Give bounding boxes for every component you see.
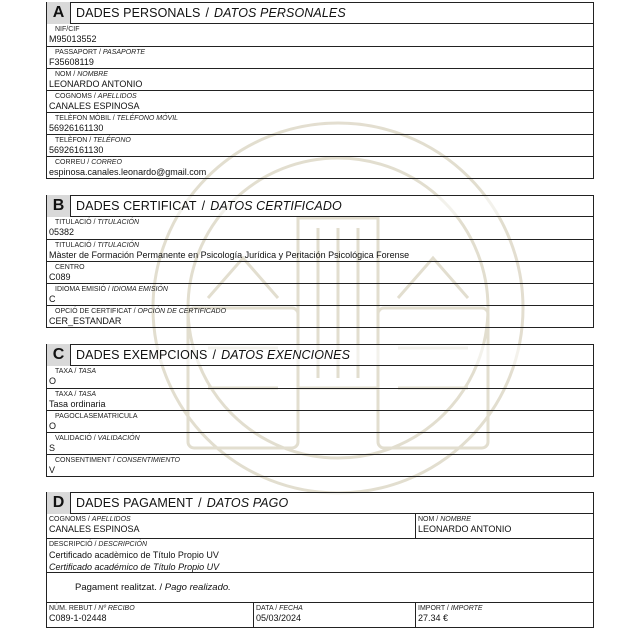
field-name: NOM / NOMBRE LEONARDO ANTONIO — [47, 68, 593, 90]
field-value: C — [49, 294, 56, 304]
field-certificate-option: OPCIÓ DE CERTIFICAT / OPCIÓN DE CERTIFICADO CER_ESTANDAR — [47, 305, 593, 327]
field-value: M95013552 — [49, 34, 97, 44]
section-letter: D — [47, 492, 71, 514]
field-degree-code: TITULACIÓ / TITULACIÓN 05382 — [47, 217, 593, 239]
field-label: NIF/CIF — [55, 26, 80, 33]
field-payer-name: NOM / NOMBRE LEONARDO ANTONIO — [415, 514, 593, 538]
section-title: DADES EXEMPCIONS / DATOS EXENCIONES — [76, 348, 351, 362]
field-value: F35608119 — [49, 57, 94, 67]
field-consent: CONSENTIMENT / CONSENTIMIENTO V — [47, 454, 593, 476]
field-degree-name: TITULACIÓ / TITULACIÓN Màster de Formación Permanente en Psicología Jurídica y Peritación Psicológica Forense — [47, 239, 593, 261]
payment-status-text-es: Pago realizado. — [164, 582, 231, 593]
section-exemptions-data — [46, 344, 594, 477]
field-value: C089-1-02448 — [49, 613, 107, 623]
field-passport: PASSAPORT / PASAPORTE F35608119 — [47, 46, 593, 68]
field-fee-type: TAXA / TASA Tasa ordinaria — [47, 388, 593, 410]
section-c-header — [46, 344, 594, 366]
section-d-header — [46, 492, 594, 514]
field-value: CANALES ESPINOSA — [49, 101, 140, 111]
field-fee-code: TAXA / TASA O — [47, 366, 593, 388]
field-nif — [47, 24, 593, 46]
field-validation: VALIDACIÓ / VALIDACIÓN S — [47, 432, 593, 454]
field-label: CENTRO — [55, 264, 85, 271]
section-letter: B — [47, 195, 71, 217]
field-value: Màster de Formación Permanente en Psicología Jurídica y Peritación Psicológica Forense — [49, 250, 410, 260]
payment-status: Pagament realitzat. / Pago realizado. — [47, 572, 593, 602]
field-email: CORREU / CORREO espinosa.canales.leonardo@gmail.com — [47, 156, 593, 178]
field-value: O — [49, 376, 57, 386]
field-date: DATA / FECHA 05/03/2024 — [253, 603, 415, 627]
field-value: S — [49, 443, 56, 453]
field-value: 27.34 € — [418, 613, 449, 623]
field-value: LEONARDO ANTONIO — [418, 524, 512, 534]
section-d-fields — [46, 514, 594, 628]
payer-row — [47, 514, 593, 538]
section-certificate-data — [46, 195, 594, 328]
field-mobile-phone: TELÈFON MÒBIL / TELÉFONO MÓVIL 56926161130 — [47, 112, 593, 134]
section-b-header — [46, 195, 594, 217]
section-title: DADES PAGAMENT / DATOS PAGO — [76, 496, 289, 510]
field-value: O — [49, 421, 57, 431]
field-label: PAGOCLASEMATRICULA — [55, 413, 138, 420]
field-value: 05/03/2024 — [256, 613, 302, 623]
field-value: Tasa ordinaria — [49, 399, 106, 409]
field-phone: TELÈFON / TELÉFONO 56926161130 — [47, 134, 593, 156]
section-letter: A — [47, 2, 71, 24]
field-surname: COGNOMS / APELLIDOS CANALES ESPINOSA — [47, 90, 593, 112]
section-title: DADES PERSONALS / DATOS PERSONALES — [76, 6, 346, 20]
description-value-es: Certificado académico de Título Propio UV — [49, 562, 220, 572]
field-payment-class — [47, 410, 593, 432]
field-value: 56926161130 — [49, 145, 104, 155]
field-value: CER_ESTANDAR — [49, 316, 122, 326]
section-b-fields — [46, 217, 594, 328]
field-payer-surname: COGNOMS / APELLIDOS CANALES ESPINOSA — [47, 514, 415, 538]
section-personal-data — [46, 2, 594, 179]
field-receipt-number: NÚM. REBUT / Nº RECIBO C089-1-02448 — [47, 603, 253, 627]
section-title: DADES CERTIFICAT / DATOS CERTIFICADO — [76, 199, 342, 213]
section-a-fields — [46, 24, 594, 179]
description-value: Certificado acadèmico de Título Propio UV — [49, 550, 219, 560]
section-letter: C — [47, 344, 71, 366]
payment-status-text: Pagament realitzat. — [75, 582, 157, 593]
field-center — [47, 261, 593, 283]
field-amount: IMPORT / IMPORTE 27.34 € — [415, 603, 593, 627]
section-a-header — [46, 2, 594, 24]
field-value: CANALES ESPINOSA — [49, 524, 140, 534]
field-language: IDIOMA EMISIÓ / IDIOMA EMISIÓN C — [47, 283, 593, 305]
field-value: V — [49, 465, 56, 475]
section-c-fields — [46, 366, 594, 477]
field-value: 56926161130 — [49, 123, 104, 133]
receipt-row — [47, 602, 593, 627]
field-value: 05382 — [49, 227, 75, 237]
field-value: LEONARDO ANTONIO — [49, 79, 143, 89]
section-payment-data — [46, 492, 594, 628]
field-value: C089 — [49, 272, 71, 282]
field-value: espinosa.canales.leonardo@gmail.com — [49, 167, 207, 177]
field-description: DESCRIPCIÓ / DESCRIPCIÓN Certificado acadèmico de Título Propio UV Certificado académico de Título Propio UV — [47, 538, 593, 572]
